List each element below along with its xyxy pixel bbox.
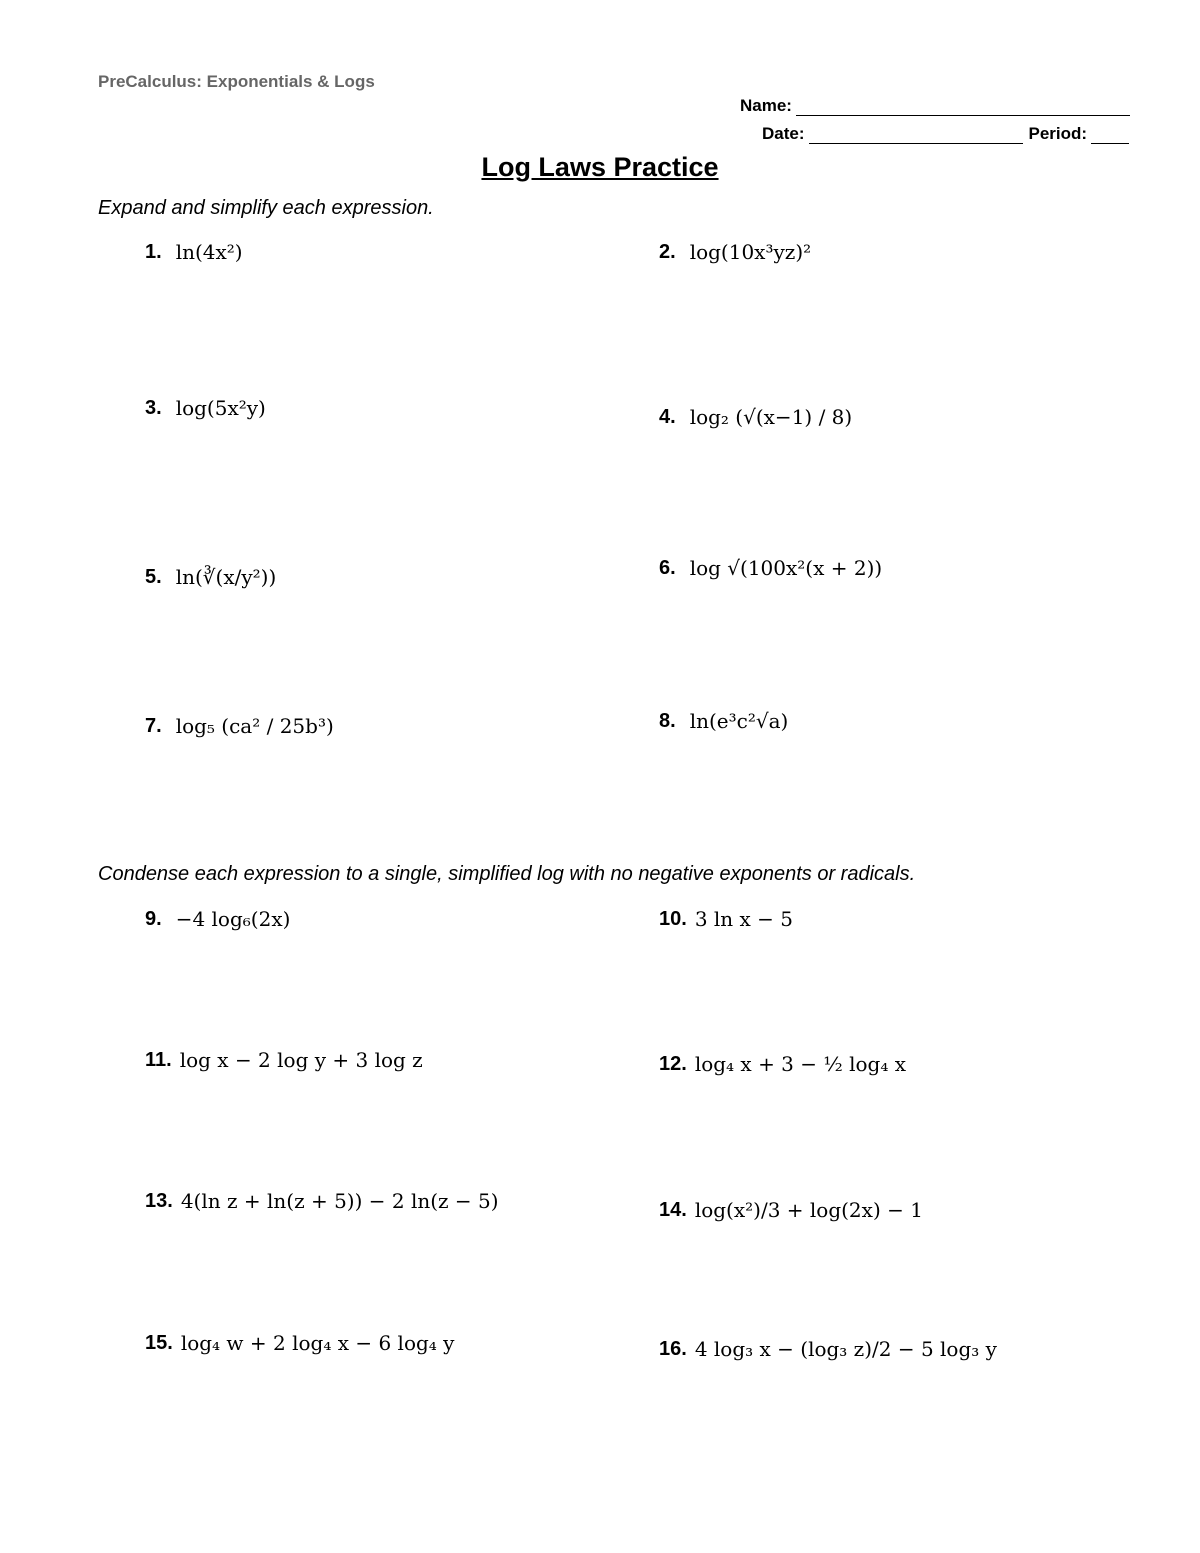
date-period-field <box>762 124 1129 144</box>
name-line[interactable] <box>796 99 1130 116</box>
course-header: PreCalculus: Exponentials & Logs <box>98 72 375 91</box>
problem-15: 15. log₄ w + 2 log₄ x − 6 log₄ y <box>145 1331 455 1355</box>
problem-3-expression: log(5x²y) <box>175 396 266 420</box>
problem-6-expression: log √(100x²(x + 2)) <box>689 556 883 580</box>
problem-9-expression: −4 log₆(2x) <box>175 907 291 931</box>
name-field <box>740 96 1130 116</box>
problem-12: 12. log₄ x + 3 − ½ log₄ x <box>659 1052 907 1076</box>
problem-7: 7. log₅ (ca² / 25b³) <box>145 714 334 738</box>
problem-4: 4. log₂ (√(x−1) / 8) <box>659 405 853 429</box>
problem-3: 3. log(5x²y) <box>145 396 266 420</box>
problem-13: 13. 4(ln z + ln(z + 5)) − 2 ln(z − 5) <box>145 1189 499 1213</box>
expand-instruction: Expand and simplify each expression. <box>98 197 434 219</box>
problem-10: 10. 3 ln x − 5 <box>659 907 794 931</box>
problem-10-expression: 3 ln x − 5 <box>694 907 794 931</box>
problem-1: 1. ln(4x²) <box>145 240 243 264</box>
problem-2: 2. log(10x³yz)² <box>659 240 812 264</box>
problem-14: 14. log(x²)/3 + log(2x) − 1 <box>659 1198 923 1222</box>
problem-11: 11. log x − 2 log y + 3 log z <box>145 1048 423 1072</box>
problem-15-expression: log₄ w + 2 log₄ x − 6 log₄ y <box>180 1331 455 1355</box>
problem-7-expression: log₅ (ca² / 25b³) <box>175 714 334 738</box>
problem-1-expression: ln(4x²) <box>175 240 243 264</box>
problem-5-expression: ln(∛(x/y²)) <box>175 565 277 589</box>
date-label: Date: <box>762 124 805 143</box>
problem-8-expression: ln(e³c²√a) <box>689 709 789 733</box>
problem-16: 16. 4 log₃ x − (log₃ z)/2 − 5 log₃ y <box>659 1337 997 1361</box>
name-label: Name: <box>740 96 792 115</box>
problem-12-expression: log₄ x + 3 − ½ log₄ x <box>694 1052 907 1076</box>
problem-8: 8. ln(e³c²√a) <box>659 709 789 733</box>
period-label: Period: <box>1028 124 1088 143</box>
page-title: Log Laws Practice <box>481 152 719 182</box>
problem-13-expression: 4(ln z + ln(z + 5)) − 2 ln(z − 5) <box>180 1189 499 1213</box>
date-line[interactable] <box>809 127 1023 144</box>
condense-instruction: Condense each expression to a single, simplified log with no negative exponents or radicals. <box>98 863 916 885</box>
problem-9: 9. −4 log₆(2x) <box>145 907 291 931</box>
problem-5: 5. ln(∛(x/y²)) <box>145 565 277 589</box>
problem-16-expression: 4 log₃ x − (log₃ z)/2 − 5 log₃ y <box>694 1337 997 1361</box>
problem-14-expression: log(x²)/3 + log(2x) − 1 <box>694 1198 923 1222</box>
problem-4-expression: log₂ (√(x−1) / 8) <box>689 405 853 429</box>
period-line[interactable] <box>1091 127 1129 144</box>
problem-11-expression: log x − 2 log y + 3 log z <box>179 1048 423 1072</box>
problem-2-expression: log(10x³yz)² <box>689 240 812 264</box>
problem-6: 6. log √(100x²(x + 2)) <box>659 556 883 580</box>
